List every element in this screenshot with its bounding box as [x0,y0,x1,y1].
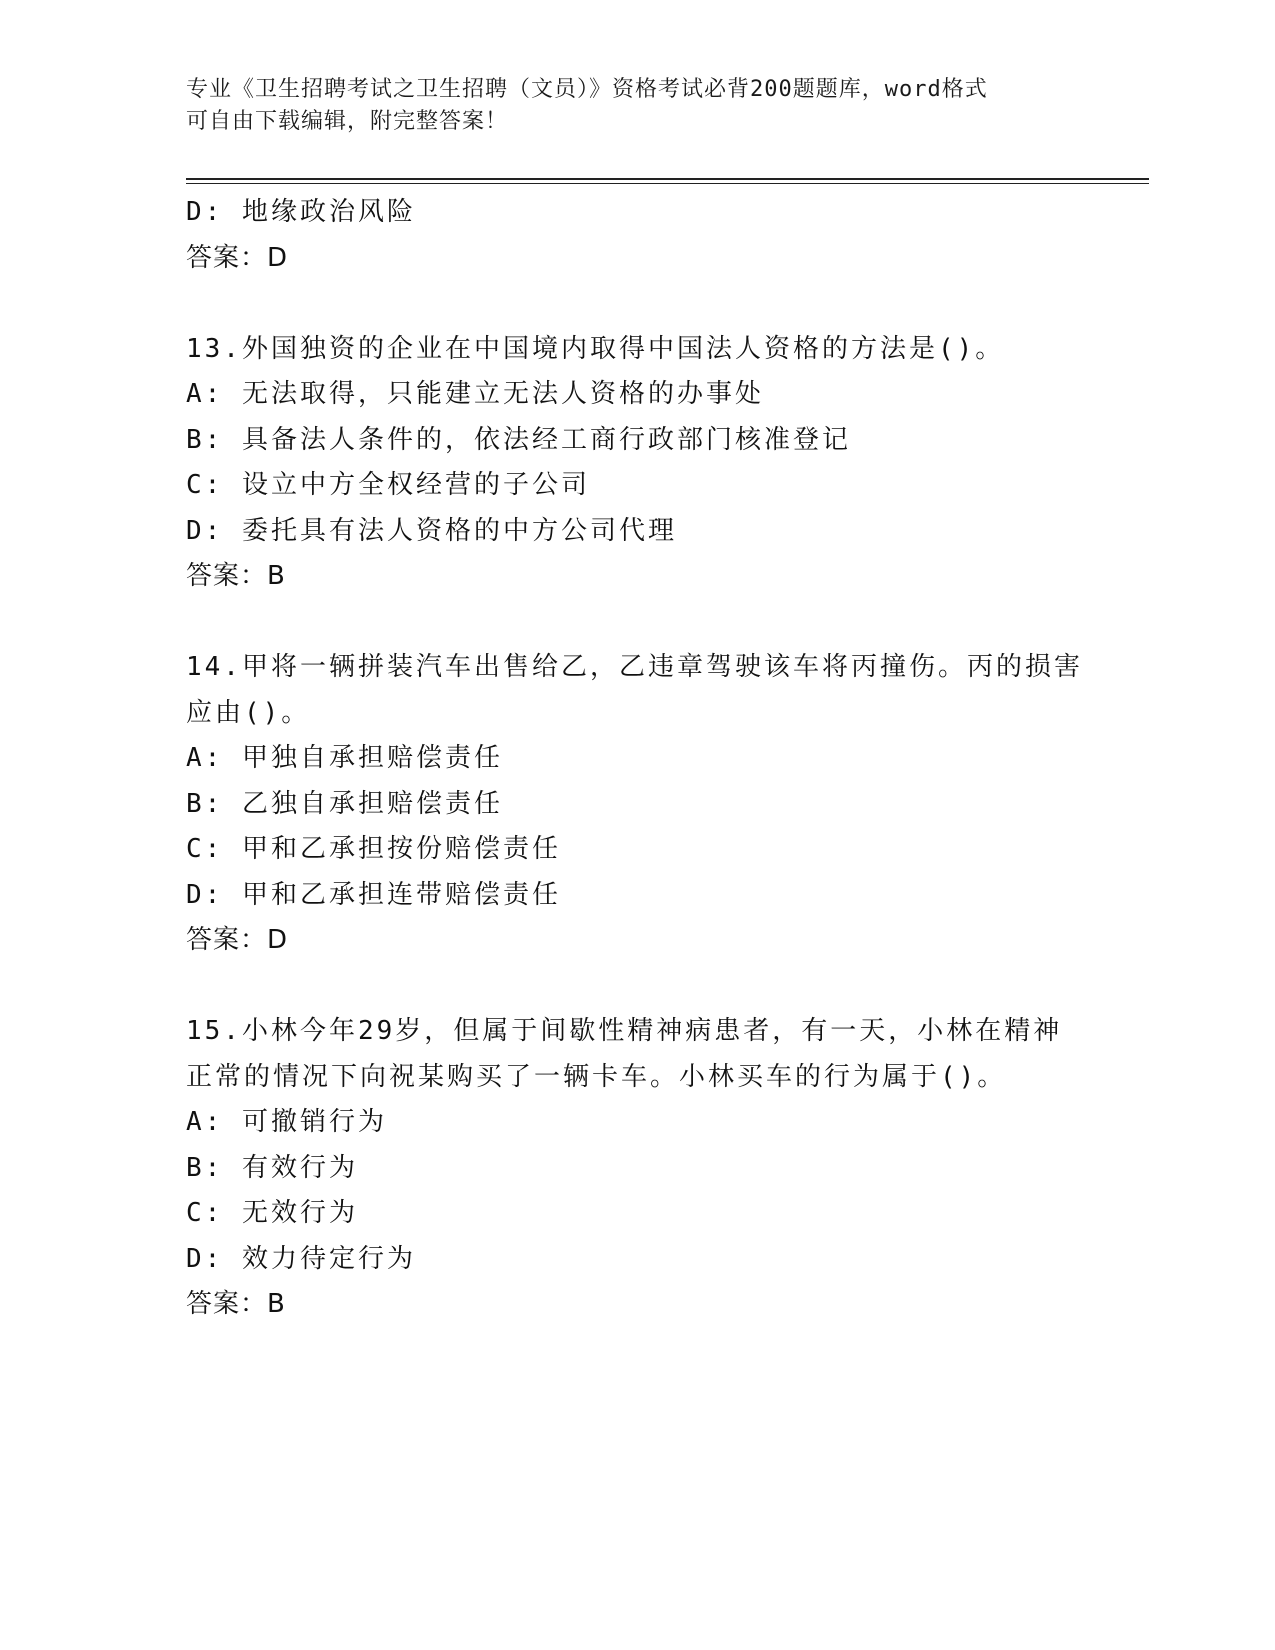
question-14 [186,645,1086,964]
option-c: C: 设立中方全权经营的子公司 [186,470,590,500]
header-divider-thick [186,178,1149,180]
question-stem-line-1: 14.甲将一辆拼装汽车出售给乙，乙违章驾驶该车将丙撞伤。丙的损害 [186,652,1083,682]
option-d: D: 效力待定行为 [186,1243,416,1274]
spacer [186,964,1086,1010]
option-b: B: 乙独自承担赔偿责任 [186,788,503,819]
spacer [186,281,1086,327]
question-list [186,190,1086,1328]
option-d: D: 委托具有法人资格的中方公司代理 [186,515,677,546]
option-b: B: 具备法人条件的，依法经工商行政部门核准登记 [186,424,851,455]
question-stem: 13.外国独资的企业在中国境内取得中国法人资格的方法是()。 [186,333,1005,364]
question-stem-line-2: 正常的情况下向祝某购买了一辆卡车。小林买车的行为属于()。 [186,1061,1007,1092]
option-a: A: 甲独自承担赔偿责任 [186,743,503,773]
option-d: D: 甲和乙承担连带赔偿责任 [186,879,561,910]
option-a: A: 无法取得，只能建立无法人资格的办事处 [186,379,764,409]
question-stem-line-2: 应由()。 [186,697,311,728]
page-header [186,74,1086,138]
header-title-line-1: 专业《卫生招聘考试之卫生招聘（文员）》资格考试必背200题题库，word格式 [186,77,988,102]
answer-line: 答案：B [186,1289,286,1319]
option-b: B: 有效行为 [186,1152,358,1183]
header-title-line-2: 可自由下载编辑，附完整答案！ [186,109,509,134]
question-13 [186,327,1086,600]
option-c: C: 无效行为 [186,1198,358,1228]
answer-line: 答案：D [186,242,289,273]
answer-line: 答案：B [186,561,286,591]
option-d: D: 地缘政治风险 [186,197,416,227]
answer-line: 答案：D [186,925,289,955]
option-a: A: 可撤销行为 [186,1107,387,1137]
option-c: C: 甲和乙承担按份赔偿责任 [186,834,561,864]
spacer [186,600,1086,646]
question-15 [186,1009,1086,1328]
header-divider-thin [186,183,1149,184]
question-stem-line-1: 15.小林今年29岁，但属于间歇性精神病患者，有一天，小林在精神 [186,1016,1063,1046]
question-12-tail [186,190,1086,281]
